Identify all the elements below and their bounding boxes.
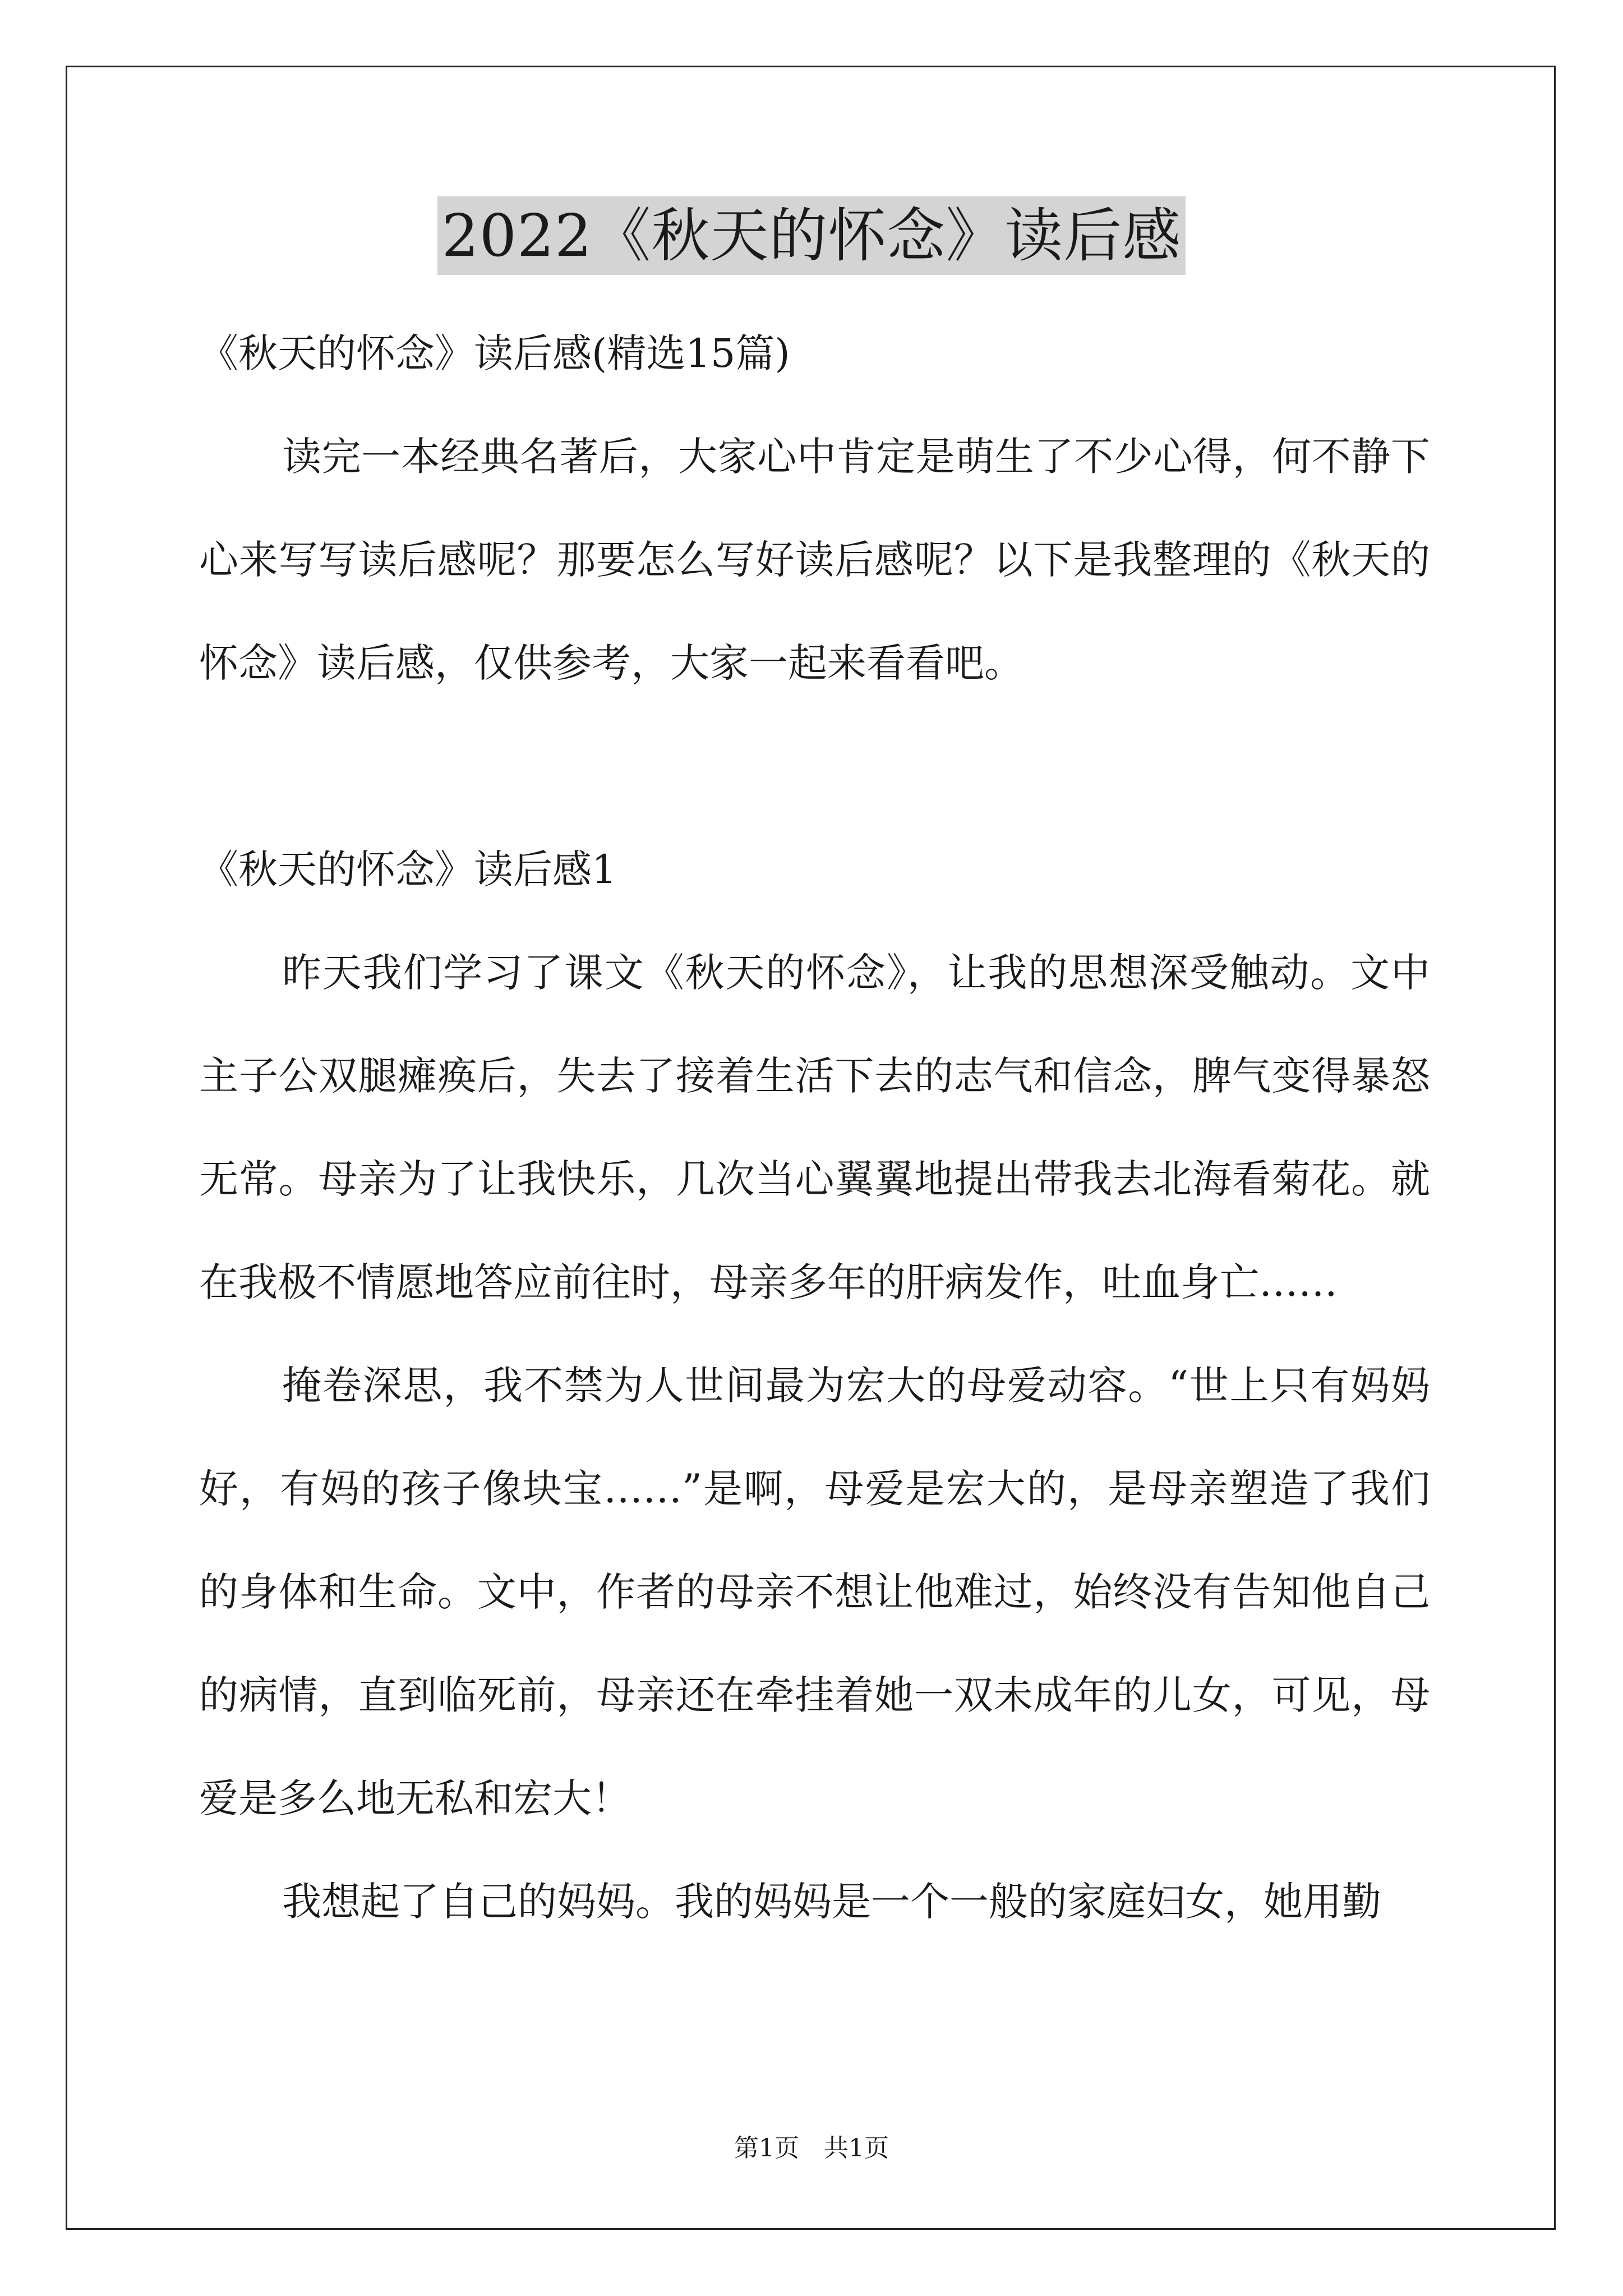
section-heading: 《秋天的怀念》读后感1 [199, 846, 617, 892]
document-body [199, 302, 1430, 1953]
intro-paragraph: 读完一本经典名著后，大家心中肯定是萌生了不少心得，何不静下心来写写读后感呢？那要怎么写好读后感呢？以下是我整理的《秋天的怀念》读后感，仅供参考，大家一起来看看吧。 [199, 434, 1430, 686]
body-paragraph: 我想起了自己的妈妈。我的妈妈是一个一般的家庭妇女，她用勤 [282, 1879, 1381, 1925]
body-paragraph: 昨天我们学习了课文《秋天的怀念》，让我的思想深受触动。文中主子公双腿瘫痪后，失去了接着生活下去的志气和信念，脾气变得暴怒无常。母亲为了让我快乐，几次当心翼翼地提出带我去北海看菊花。就在我极不情愿地答应前往时，母亲多年的肝病发作，吐血身亡…… [199, 950, 1430, 1305]
section-spacer [199, 715, 1430, 818]
title-container [0, 196, 1623, 275]
page-footer: 第1页 共1页 [734, 2134, 889, 2162]
body-paragraph: 掩卷深思，我不禁为人世间最为宏大的母爱动容。“世上只有妈妈好，有妈的孩子像块宝……”是啊，母爱是宏大的，是母亲塑造了我们的身体和生命。文中，作者的母亲不想让他难过，始终没有告知他自己的病情，直到临死前，母亲还在牵挂着她一双未成年的儿女，可见，母爱是多么地无私和宏大！ [199, 1363, 1430, 1821]
document-title: 2022《秋天的怀念》读后感 [437, 196, 1186, 275]
document-subtitle: 《秋天的怀念》读后感(精选15篇) [199, 330, 790, 376]
